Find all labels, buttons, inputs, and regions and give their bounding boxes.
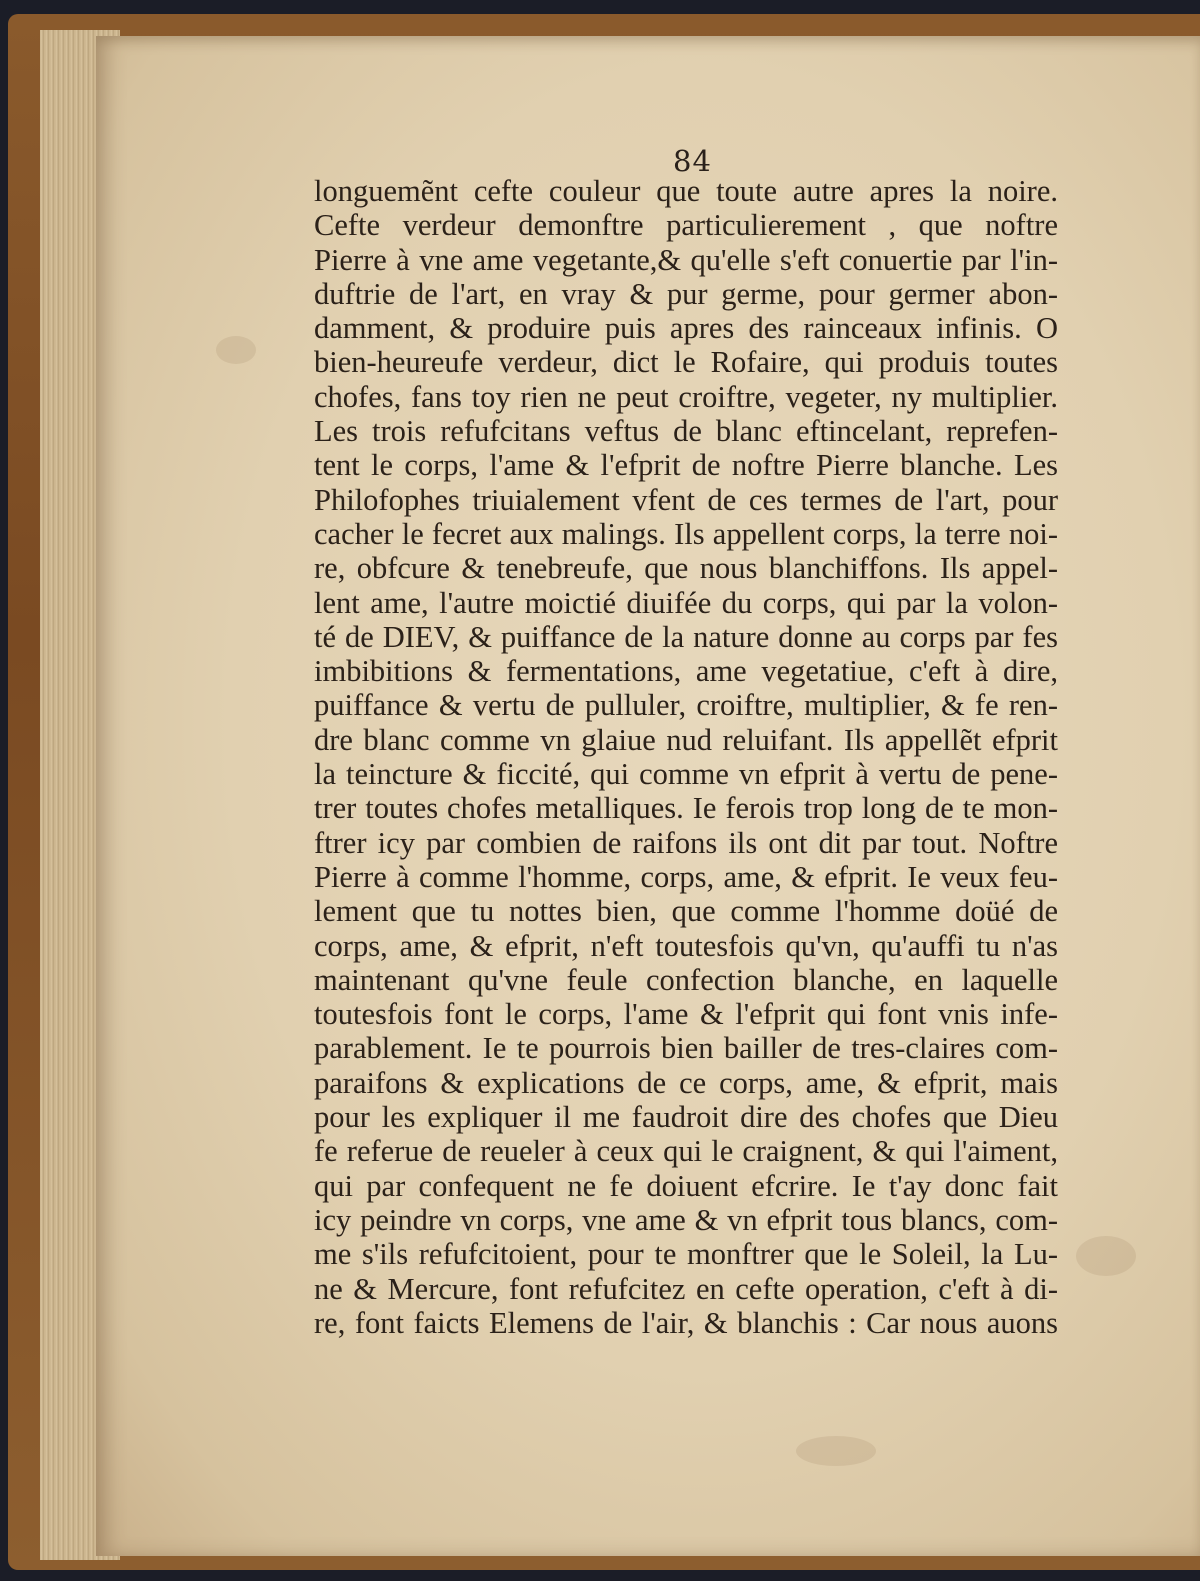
text-line: parablement. Ie te pourrois bien bailler de tres-claires com- xyxy=(314,1031,1058,1066)
text-line: qui par confequent ne fe doiuent efcrire. Ie t'ay donc fait xyxy=(314,1168,1058,1203)
text-line: cacher le fecret aux malings. Ils appellent corps, la terre noi- xyxy=(314,516,1058,551)
page-number: 84 xyxy=(673,144,712,178)
text-line: Pierre à comme l'homme, corps, ame, & efprit. Ie veux feu- xyxy=(314,859,1058,894)
text-line: icy peindre vn corps, vne ame & vn efprit tous blancs, com- xyxy=(314,1202,1058,1237)
paper-stain xyxy=(796,1436,876,1466)
text-line: ne & Mercure, font refufcitez en cefte operation, c'eft à di- xyxy=(314,1271,1058,1306)
text-line: ftrer icy par combien de raifons ils ont dit par tout. Noftre xyxy=(314,825,1058,860)
text-line: chofes, fans toy rien ne peut croiftre, vegeter, ny multiplier. xyxy=(314,379,1058,414)
text-line: la teincture & ficcité, qui comme vn efprit à vertu de pene- xyxy=(314,757,1058,792)
text-line: tent le corps, l'ame & l'efprit de noftre Pierre blanche. Les xyxy=(314,448,1058,483)
text-line: lent ame, l'autre moictié diuifée du corps, qui par la volon- xyxy=(314,585,1058,620)
text-line: trer toutes chofes metalliques. Ie ferois trop long de te mon- xyxy=(314,791,1058,826)
text-line: Pierre à vne ame vegetante,& qu'elle s'eft conuertie par l'in- xyxy=(314,242,1058,277)
text-line: re, obfcure & tenebreufe, que nous blanchiffons. Ils appel- xyxy=(314,551,1058,586)
text-line: damment, & produire puis apres des rainceaux infinis. O xyxy=(314,311,1058,346)
text-line: paraifons & explications de ce corps, ame, & efprit, mais xyxy=(314,1065,1058,1100)
text-line: imbibitions & fermentations, ame vegetatiue, c'eft à dire, xyxy=(314,654,1058,689)
text-line: fe referue de reueler à ceux qui le craignent, & qui l'aiment, xyxy=(314,1134,1058,1169)
text-line: me s'ils refufcitoient, pour te monftrer que le Soleil, la Lu- xyxy=(314,1237,1058,1272)
text-line: longuemẽnt cefte couleur que toute autre apres la noire. xyxy=(314,174,1058,208)
text-line: puiffance & vertu de pulluler, croiftre, multiplier, & fe ren- xyxy=(314,688,1058,723)
text-line: re, font faicts Elemens de l'air, & blanchis : Car nous auons xyxy=(314,1305,1058,1340)
text-line: té de DIEV, & puiffance de la nature donne au corps par fes xyxy=(314,619,1058,654)
body-text xyxy=(314,174,1058,1340)
text-line: pour les expliquer il me faudroit dire des chofes que Dieu xyxy=(314,1100,1058,1135)
text-line: maintenant qu'vne feule confection blanche, en laquelle xyxy=(314,962,1058,997)
text-line: toutesfois font le corps, l'ame & l'efprit qui font vnis infe- xyxy=(314,997,1058,1032)
text-line: duftrie de l'art, en vray & pur germe, pour germer abon- xyxy=(314,276,1058,311)
text-line: corps, ame, & efprit, n'eft toutesfois qu'vn, qu'auffi tu n'as xyxy=(314,928,1058,963)
paper-stain xyxy=(216,336,256,364)
text-line: Les trois refufcitans veftus de blanc eftincelant, reprefen- xyxy=(314,414,1058,449)
text-line: lement que tu nottes bien, que comme l'homme doüé de xyxy=(314,894,1058,929)
text-line: dre blanc comme vn glaiue nud reluifant. Ils appellẽt efprit xyxy=(314,722,1058,757)
text-line: Cefte verdeur demonftre particulierement , que noftre xyxy=(314,208,1058,243)
text-line: Philofophes triuialement vfent de ces termes de l'art, pour xyxy=(314,482,1058,517)
text-line: bien-heureufe verdeur, dict le Rofaire, qui produis toutes xyxy=(314,345,1058,380)
paper-stain xyxy=(1076,1236,1136,1276)
